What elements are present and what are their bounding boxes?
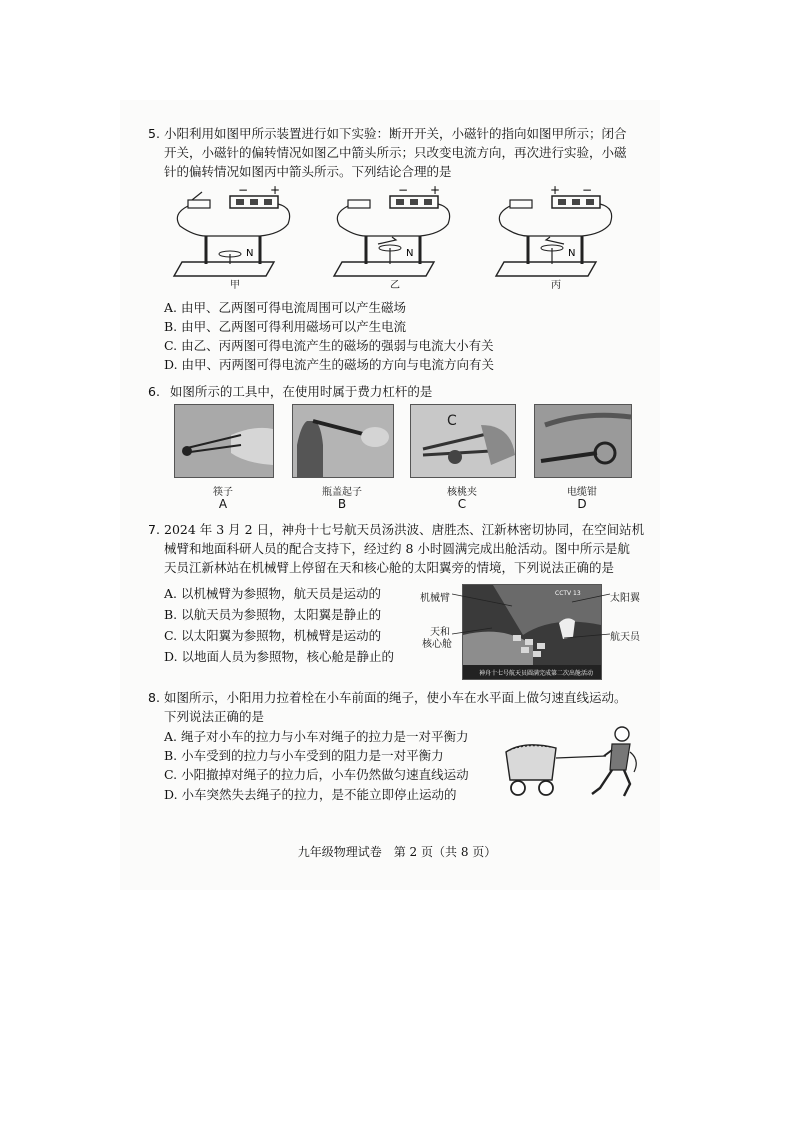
- circuit-figure-yi: [334, 184, 450, 276]
- svg-text:N: N: [406, 248, 414, 259]
- option-b: B. 小车受到的拉力与小车受到的阻力是一对平衡力: [164, 748, 444, 763]
- option-a: A. 绳子对小车的拉力与小车对绳子的拉力是一对平衡力: [164, 729, 469, 744]
- label-core-module: 核心舱: [422, 639, 452, 650]
- question-5: [148, 124, 648, 181]
- svg-text:−: −: [238, 184, 249, 197]
- svg-text:CCTV 13: CCTV 13: [555, 590, 581, 597]
- question-number: 5.: [148, 126, 160, 141]
- option-c: C. 以太阳翼为参照物，机械臂是运动的: [164, 628, 382, 643]
- question-stem-line: 2024 年 3 月 2 日，神舟十七号航天员汤洪波、唐胜杰、江新林密切协同，在空间站机: [164, 522, 645, 537]
- tool-letter-a: A: [218, 497, 228, 511]
- svg-text:C: C: [447, 413, 457, 429]
- figure-caption-bing: 丙: [551, 280, 561, 291]
- option-c: C. 小阳撤掉对绳子的拉力后，小车仍然做匀速直线运动: [164, 767, 469, 782]
- circuit-figure-jia: [174, 184, 290, 276]
- label-leader-lines: [452, 592, 612, 642]
- question-stem-line: 针的偏转情况如图丙中箭头所示。下列结论合理的是: [164, 164, 452, 179]
- svg-text:N: N: [246, 248, 254, 259]
- question-7: [148, 520, 658, 577]
- label-tianhe: 天和: [430, 627, 450, 638]
- tool-name-c: 核桃夹: [447, 487, 477, 498]
- question-stem-line: 下列说法正确的是: [164, 709, 265, 724]
- tool-name-a: 筷子: [213, 487, 233, 498]
- tool-name-d: 电缆钳: [567, 487, 597, 498]
- figure-caption-jia: 甲: [230, 280, 240, 291]
- question-stem-line: 开关，小磁针的偏转情况如图乙中箭头所示；只改变电流方向，再次进行实验，小磁: [164, 145, 627, 160]
- label-solar-wing: 太阳翼: [610, 593, 640, 604]
- tool-letter-b: B: [337, 497, 347, 511]
- page-footer: 九年级物理试卷 第 2 页（共 8 页）: [297, 845, 497, 859]
- tool-photo-chopsticks: [174, 404, 274, 478]
- tool-letter-c: C: [457, 497, 467, 511]
- svg-text:神舟十七号航天员圆满完成第二次出舱活动: 神舟十七号航天员圆满完成第二次出舱活动: [479, 670, 594, 677]
- svg-text:+: +: [550, 184, 561, 197]
- tool-photo-nutcracker: [410, 404, 516, 478]
- question-stem: 如图所示的工具中，在使用时属于费力杠杆的是: [169, 384, 433, 399]
- question-stem-line: 械臂和地面科研人员的配合支持下，经过约 8 小时圆满完成出舱活动。图中所示是航: [164, 541, 630, 556]
- option-c: C. 由乙、丙两图可得电流产生的磁场的强弱与电流大小有关: [164, 338, 494, 353]
- label-astronaut: 航天员: [610, 632, 640, 643]
- tool-name-b: 瓶盖起子: [322, 487, 362, 498]
- tool-photo-bottle-opener: [292, 404, 394, 478]
- option-d: D. 小车突然失去绳子的拉力，是不能立即停止运动的: [164, 787, 457, 802]
- option-a: A. 由甲、乙两图可得电流周围可以产生磁场: [164, 300, 406, 315]
- svg-text:−: −: [398, 184, 409, 197]
- option-d: D. 以地面人员为参照物，核心舱是静止的: [164, 649, 395, 664]
- question-stem-line: 小阳利用如图甲所示装置进行如下实验：断开开关，小磁针的指向如图甲所示；闭合: [164, 126, 627, 141]
- question-8: [148, 688, 668, 726]
- question-stem-line: 天员江新林站在机械臂上停留在天和核心舱的太阳翼旁的情境，下列说法正确的是: [164, 560, 615, 575]
- tool-letter-d: D: [577, 497, 587, 511]
- svg-text:+: +: [270, 184, 281, 197]
- question-number: 8.: [148, 690, 160, 705]
- option-b: B. 以航天员为参照物，太阳翼是静止的: [164, 607, 382, 622]
- tool-photo-cable-cutter: [534, 404, 632, 478]
- question-number: 6.: [148, 384, 160, 399]
- svg-text:−: −: [582, 184, 593, 197]
- question-stem-line: 如图所示，小阳用力拉着栓在小车前面的绳子，使小车在水平面上做匀速直线运动。: [164, 690, 627, 705]
- option-a: A. 以机械臂为参照物，航天员是运动的: [164, 586, 381, 601]
- svg-text:+: +: [430, 184, 441, 197]
- label-robotic-arm: 机械臂: [420, 593, 450, 604]
- option-b: B. 由甲、乙两图可得利用磁场可以产生电流: [164, 319, 407, 334]
- circuit-figure-bing: [496, 184, 612, 276]
- svg-text:N: N: [568, 248, 576, 259]
- cart-pulling-figure: [500, 722, 650, 804]
- figure-caption-yi: 乙: [390, 280, 400, 291]
- question-6: [148, 382, 648, 401]
- option-d: D. 由甲、丙两图可得电流产生的磁场的方向与电流方向有关: [164, 357, 495, 372]
- question-number: 7.: [148, 522, 160, 537]
